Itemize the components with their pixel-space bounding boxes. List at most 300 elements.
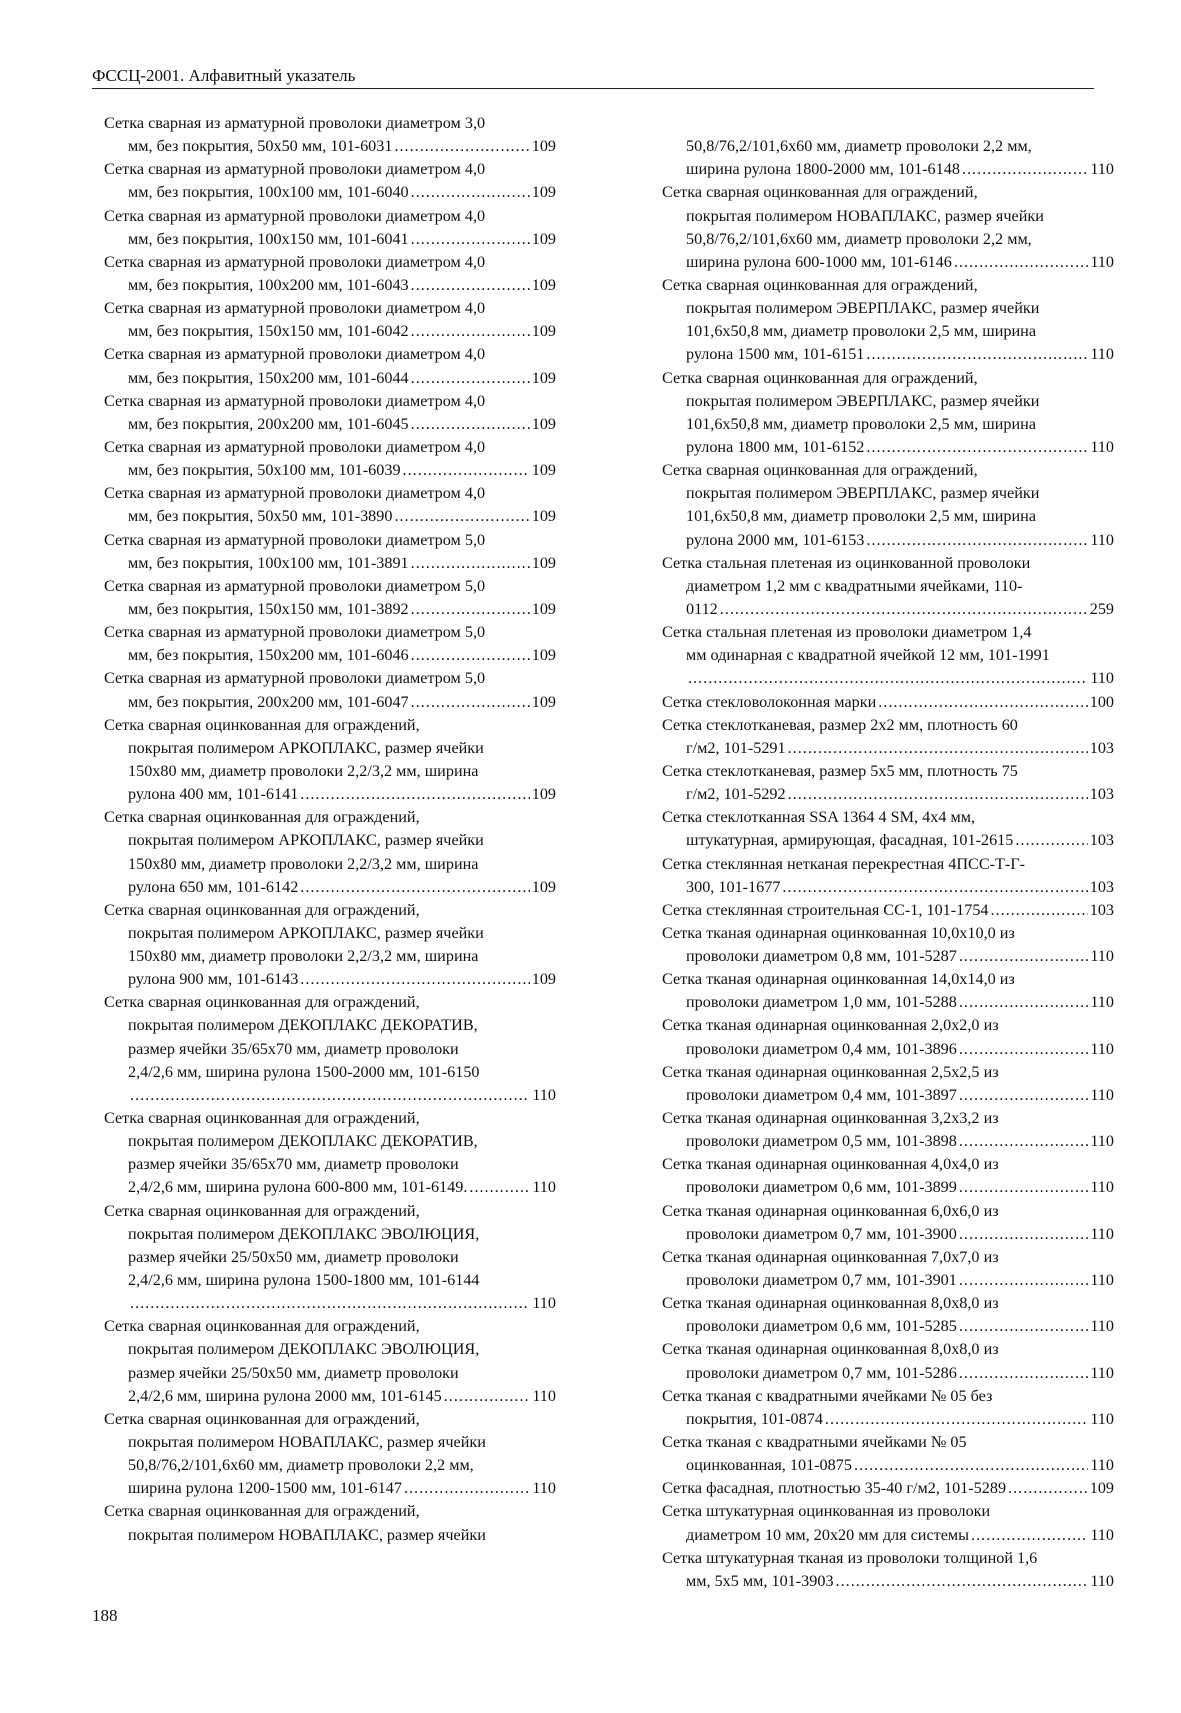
dot-leader	[688, 667, 1088, 690]
entry-text: мм, без покрытия, 200x200 мм, 101-6047	[128, 692, 409, 711]
dot-leader	[411, 320, 530, 343]
entry-page-number: 109	[531, 507, 556, 526]
entry-text: Сетка сварная оцинкованная для ограждений,	[662, 461, 978, 480]
dot-leader	[959, 991, 1088, 1014]
dot-leader	[411, 413, 530, 436]
index-entry	[662, 899, 1114, 922]
entry-page-number: 110	[532, 1386, 556, 1405]
entry-page-number: 109	[531, 414, 556, 433]
entry-line	[104, 1500, 556, 1523]
entry-line	[662, 737, 1114, 760]
entry-page-number: 110	[1090, 530, 1114, 549]
entry-line	[104, 1454, 556, 1477]
entry-line	[104, 413, 556, 436]
entry-page-number: 110	[1090, 1363, 1114, 1382]
entry-text: Сетка сварная оцинкованная для ограждений,	[104, 900, 420, 919]
entry-text: мм, без покрытия, 100x100 мм, 101-6040	[128, 183, 409, 202]
index-entry	[662, 691, 1114, 714]
index-entry	[662, 621, 1114, 690]
entry-line	[104, 482, 556, 505]
entry-line	[662, 991, 1114, 1014]
index-entry	[662, 1385, 1114, 1431]
entry-line	[662, 1153, 1114, 1176]
index-entry	[662, 552, 1114, 621]
entry-line	[662, 1408, 1114, 1431]
entry-text: Сетка тканая одинарная оцинкованная 2,5x2,5 из	[662, 1062, 999, 1081]
dot-leader	[959, 1315, 1088, 1338]
index-entry	[104, 991, 556, 1107]
entry-line	[662, 1246, 1114, 1269]
entry-text: мм, без покрытия, 100x200 мм, 101-6043	[128, 275, 409, 294]
entry-text: мм, без покрытия, 150x150 мм, 101-6042	[128, 322, 409, 341]
entry-text: Сетка сварная из арматурной проволоки диаметром 5,0	[104, 530, 486, 549]
entry-line	[662, 829, 1114, 852]
index-entry	[104, 297, 556, 343]
entry-line	[104, 1223, 556, 1246]
entry-text: проволоки диаметром 0,8 мм, 101-5287	[686, 947, 957, 966]
entry-text: 50,8/76,2/101,6x60 мм, диаметр проволоки 2,2 мм,	[686, 229, 1032, 248]
entry-line	[104, 505, 556, 528]
header-title: ФССЦ-2001. Алфавитный указатель	[92, 66, 356, 85]
entry-text: ширина рулона 1200-1500 мм, 101-6147	[128, 1479, 402, 1498]
index-entry	[662, 112, 1114, 181]
entry-page-number: 109	[531, 275, 556, 294]
index-entry	[662, 181, 1114, 274]
entry-line	[662, 1547, 1114, 1570]
entry-text: Сетка сварная оцинкованная для ограждений,	[104, 1502, 420, 1521]
entry-text: мм, без покрытия, 100x150 мм, 101-6041	[128, 229, 409, 248]
entry-text: Сетка сварная из арматурной проволоки диаметром 4,0	[104, 437, 486, 456]
entry-line	[104, 737, 556, 760]
entry-page-number: 110	[1090, 252, 1114, 271]
entry-text: Сетка стеклянная строительная СС-1, 101-1754	[662, 900, 989, 919]
index-entry	[662, 922, 1114, 968]
entry-line	[104, 829, 556, 852]
entry-page-number: 110	[1090, 669, 1114, 688]
entry-line	[662, 228, 1114, 251]
entry-line	[104, 1362, 556, 1385]
entry-text: Сетка сварная из арматурной проволоки диаметром 5,0	[104, 669, 486, 688]
entry-line	[662, 899, 1114, 922]
entry-text: оцинкованная, 101-0875	[686, 1456, 852, 1475]
index-entry	[662, 853, 1114, 899]
entry-page-number: 103	[1089, 738, 1114, 757]
entry-line	[104, 853, 556, 876]
entry-line	[104, 783, 556, 806]
entry-text: проволоки диаметром 0,5 мм, 101-3898	[686, 1132, 957, 1151]
entry-line	[104, 876, 556, 899]
entry-text: покрытая полимером ЭВЕРПЛАКС, размер ячейки	[686, 391, 1040, 410]
entry-text: покрытая полимером НОВАПЛАКС, размер ячейки	[128, 1525, 486, 1544]
entry-line	[662, 1362, 1114, 1385]
entry-line	[662, 1315, 1114, 1338]
entry-text: покрытая полимером ДЕКОПЛАКС ЭВОЛЮЦИЯ,	[128, 1224, 480, 1243]
entry-page-number: 109	[531, 692, 556, 711]
entry-line	[662, 552, 1114, 575]
entry-page-number: 110	[1090, 345, 1114, 364]
dot-leader	[300, 783, 529, 806]
entry-line	[662, 760, 1114, 783]
entry-text: проволоки диаметром 0,4 мм, 101-3896	[686, 1039, 957, 1058]
dot-leader	[854, 1454, 1088, 1477]
entry-line	[662, 1477, 1114, 1500]
dot-leader	[394, 135, 529, 158]
entry-text: Сетка сварная из арматурной проволоки диаметром 4,0	[104, 252, 486, 271]
entry-text: Сетка сварная оцинкованная для ограждений,	[104, 1109, 420, 1128]
entry-line	[104, 1315, 556, 1338]
entry-text: размер ячейки 25/50x50 мм, диаметр проволоки	[128, 1247, 459, 1266]
dot-leader	[959, 1269, 1088, 1292]
dot-leader	[1008, 1477, 1088, 1500]
index-entry	[104, 621, 556, 667]
entry-line	[104, 552, 556, 575]
entry-text: Сетка тканая одинарная оцинкованная 6,0x6,0 из	[662, 1201, 999, 1220]
index-column-right	[662, 112, 1114, 1593]
dot-leader	[404, 1477, 530, 1500]
entry-line	[662, 783, 1114, 806]
entry-line	[662, 644, 1114, 667]
entry-line	[104, 1176, 556, 1199]
index-entry	[662, 1107, 1114, 1153]
entry-text: Сетка стальная плетеная из проволоки диаметром 1,4	[662, 623, 1032, 642]
entry-text: покрытая полимером ДЕКОПЛАКС ЭВОЛЮЦИЯ,	[128, 1340, 480, 1359]
entry-text: Сетка тканая одинарная оцинкованная 14,0x14,0 из	[662, 970, 1015, 989]
entry-line	[662, 274, 1114, 297]
entry-line	[104, 806, 556, 829]
entry-line	[662, 135, 1114, 158]
entry-line	[662, 181, 1114, 204]
dot-leader	[959, 1176, 1088, 1199]
entry-text: проволоки диаметром 0,4 мм, 101-3897	[686, 1085, 957, 1104]
entry-text: рулона 650 мм, 101-6142	[128, 877, 299, 896]
entry-line	[104, 181, 556, 204]
entry-line	[662, 691, 1114, 714]
entry-text: 50,8/76,2/101,6x60 мм, диаметр проволоки 2,2 мм,	[128, 1456, 474, 1475]
entry-text: 2,4/2,6 мм, ширина рулона 1500-2000 мм, 101-6150	[128, 1062, 480, 1081]
entry-line	[104, 1385, 556, 1408]
entry-line	[104, 1408, 556, 1431]
index-entry	[662, 714, 1114, 760]
entry-line	[104, 1269, 556, 1292]
dot-leader	[788, 737, 1088, 760]
entry-page-number: 109	[531, 553, 556, 572]
entry-line	[662, 1292, 1114, 1315]
entry-line	[104, 1292, 556, 1315]
entry-text: Сетка сварная оцинкованная для ограждений,	[104, 808, 420, 827]
entry-text: мм, без покрытия, 200x200 мм, 101-6045	[128, 414, 409, 433]
index-entry	[662, 1061, 1114, 1107]
entry-line	[104, 760, 556, 783]
entry-page-number: 110	[1090, 1039, 1114, 1058]
entry-text: Сетка сварная из арматурной проволоки диаметром 4,0	[104, 391, 486, 410]
index-entry	[662, 1500, 1114, 1546]
dot-leader	[866, 436, 1088, 459]
dot-leader	[825, 1408, 1088, 1431]
entry-line	[662, 1338, 1114, 1361]
entry-line	[662, 714, 1114, 737]
entry-line	[662, 158, 1114, 181]
entry-text: Сетка сварная оцинкованная для ограждений,	[104, 1317, 420, 1336]
dot-leader	[469, 1176, 530, 1199]
entry-page-number: 259	[1089, 599, 1114, 618]
index-entry	[662, 1547, 1114, 1593]
entry-text: мм, без покрытия, 50x50 мм, 101-6031	[128, 137, 393, 156]
entry-page-number: 110	[532, 1178, 556, 1197]
entry-page-number: 109	[531, 461, 556, 480]
index-entry	[662, 1014, 1114, 1060]
entry-text: Сетка штукатурная тканая из проволоки толщиной 1,6	[662, 1548, 1038, 1567]
entry-text: диаметром 1,2 мм с квадратными ячейками, 110-	[686, 576, 1023, 595]
entry-text: Сетка стеклотканевая, размер 2x2 мм, плотность 60	[662, 715, 1018, 734]
entry-page-number: 109	[531, 970, 556, 989]
index-entry	[104, 251, 556, 297]
index-entry	[104, 1500, 556, 1546]
entry-line	[662, 112, 1114, 135]
dot-leader	[962, 158, 1088, 181]
entry-text: Сетка фасадная, плотностью 35-40 г/м2, 101-5289	[662, 1479, 1007, 1498]
entry-line	[104, 899, 556, 922]
entry-line	[662, 320, 1114, 343]
entry-text: 150x80 мм, диаметр проволоки 2,2/3,2 мм, ширина	[128, 854, 479, 873]
entry-text: диаметром 10 мм, 20x20 мм для системы	[686, 1525, 970, 1544]
entry-line	[662, 1223, 1114, 1246]
index-entry	[104, 343, 556, 389]
entry-line	[662, 575, 1114, 598]
dot-leader	[782, 876, 1087, 899]
entry-line	[662, 1130, 1114, 1153]
entry-line	[104, 1107, 556, 1130]
entry-text: размер ячейки 35/65x70 мм, диаметр проволоки	[128, 1039, 459, 1058]
entry-page-number: 110	[1090, 993, 1114, 1012]
index-entry	[104, 899, 556, 992]
index-entry	[104, 436, 556, 482]
entry-text: 2,4/2,6 мм, ширина рулона 1500-1800 мм, 101-6144	[128, 1271, 480, 1290]
index-entry	[104, 575, 556, 621]
entry-page-number: 110	[532, 1479, 556, 1498]
index-entry	[662, 1200, 1114, 1246]
entry-line	[662, 1176, 1114, 1199]
entry-text: Сетка сварная из арматурной проволоки диаметром 5,0	[104, 576, 486, 595]
entry-line	[662, 1454, 1114, 1477]
entry-line	[104, 621, 556, 644]
entry-page-number: 109	[531, 322, 556, 341]
entry-page-number: 110	[532, 1294, 556, 1313]
entry-line	[104, 320, 556, 343]
entry-line	[662, 482, 1114, 505]
index-entry	[662, 1246, 1114, 1292]
entry-text: проволоки диаметром 0,6 мм, 101-3899	[686, 1178, 957, 1197]
index-entry	[662, 1338, 1114, 1384]
entry-text: ширина рулона 1800-2000 мм, 101-6148	[686, 160, 960, 179]
entry-page-number: 109	[1089, 1479, 1114, 1498]
entry-text: Сетка стекловолоконная марки	[662, 692, 877, 711]
entry-line	[104, 251, 556, 274]
entry-line	[662, 922, 1114, 945]
entry-line	[662, 1084, 1114, 1107]
entry-line	[104, 1200, 556, 1223]
entry-line	[104, 1431, 556, 1454]
entry-text: ширина рулона 600-1000 мм, 101-6146	[686, 252, 952, 271]
entry-line	[104, 598, 556, 621]
entry-line	[662, 1269, 1114, 1292]
entry-text: проволоки диаметром 1,0 мм, 101-5288	[686, 993, 957, 1012]
dot-leader	[1015, 829, 1087, 852]
dot-leader	[959, 1130, 1088, 1153]
entry-page-number: 110	[1090, 947, 1114, 966]
entry-page-number: 110	[1090, 1409, 1114, 1428]
entry-page-number: 100	[1089, 692, 1114, 711]
entry-line	[104, 529, 556, 552]
dot-leader	[300, 876, 529, 899]
entry-line	[104, 922, 556, 945]
entry-line	[104, 644, 556, 667]
entry-line	[104, 667, 556, 690]
index-entry	[104, 1315, 556, 1408]
dot-leader	[403, 459, 530, 482]
entry-text: Сетка тканая одинарная оцинкованная 2,0x2,0 из	[662, 1016, 999, 1035]
entry-text: Сетка стеклотканная SSA 1364 4 SM, 4x4 мм,	[662, 808, 976, 827]
entry-line	[662, 1107, 1114, 1130]
index-entry	[662, 1153, 1114, 1199]
dot-leader	[444, 1385, 531, 1408]
entry-text: Сетка тканая одинарная оцинкованная 10,0x10,0 из	[662, 923, 1015, 942]
entry-text: штукатурная, армирующая, фасадная, 101-2615	[686, 831, 1014, 850]
entry-line	[662, 529, 1114, 552]
entry-page-number: 103	[1089, 831, 1114, 850]
entry-line	[662, 1385, 1114, 1408]
entry-text: Сетка тканая одинарная оцинкованная 8,0x8,0 из	[662, 1294, 999, 1313]
entry-page-number: 110	[1090, 1456, 1114, 1475]
entry-line	[104, 436, 556, 459]
dot-leader	[836, 1570, 1089, 1593]
entry-line	[662, 297, 1114, 320]
entry-text: мм, без покрытия, 50x100 мм, 101-6039	[128, 461, 401, 480]
entry-text: мм, без покрытия, 50x50 мм, 101-3890	[128, 507, 393, 526]
index-column-left	[104, 112, 556, 1547]
entry-line	[104, 274, 556, 297]
index-entry	[662, 459, 1114, 552]
entry-line	[104, 1130, 556, 1153]
entry-line	[662, 413, 1114, 436]
index-entry	[662, 1477, 1114, 1500]
entry-line	[662, 343, 1114, 366]
entry-text: Сетка сварная оцинкованная для ограждений,	[104, 1201, 420, 1220]
entry-line	[104, 1338, 556, 1361]
entry-text: рулона 1800 мм, 101-6152	[686, 437, 865, 456]
entry-text: покрытая полимером ДЕКОПЛАКС ДЕКОРАТИВ,	[128, 1016, 478, 1035]
entry-line	[662, 1500, 1114, 1523]
entry-line	[662, 667, 1114, 690]
dot-leader	[788, 783, 1088, 806]
index-entry	[104, 390, 556, 436]
entry-text: 101,6x50,8 мм, диаметр проволоки 2,5 мм, ширина	[686, 414, 1036, 433]
entry-line	[104, 575, 556, 598]
entry-page-number: 110	[1090, 1571, 1114, 1590]
entry-line	[662, 876, 1114, 899]
entry-text: Сетка стеклотканевая, размер 5x5 мм, плотность 75	[662, 761, 1018, 780]
entry-text: Сетка штукатурная оцинкованная из проволоки	[662, 1502, 991, 1521]
entry-text: Сетка сварная оцинкованная для ограждений,	[104, 715, 420, 734]
entry-line	[662, 1431, 1114, 1454]
entry-text: размер ячейки 25/50x50 мм, диаметр проволоки	[128, 1363, 459, 1382]
entry-text: мм, без покрытия, 150x200 мм, 101-6044	[128, 368, 409, 387]
index-entry	[104, 205, 556, 251]
entry-line	[104, 991, 556, 1014]
entry-text: Сетка тканая одинарная оцинкованная 8,0x8,0 из	[662, 1340, 999, 1359]
entry-line	[104, 1153, 556, 1176]
entry-page-number: 110	[1090, 1271, 1114, 1290]
dot-leader	[878, 691, 1087, 714]
entry-text: покрытая полимером АРКОПЛАКС, размер ячейки	[128, 831, 484, 850]
entry-text: 150x80 мм, диаметр проволоки 2,2/3,2 мм, ширина	[128, 761, 479, 780]
entry-text: Сетка сварная из арматурной проволоки диаметром 4,0	[104, 484, 486, 503]
entry-text: Сетка сварная из арматурной проволоки диаметром 4,0	[104, 299, 486, 318]
entry-text: Сетка тканая одинарная оцинкованная 7,0x7,0 из	[662, 1247, 999, 1266]
entry-line	[104, 158, 556, 181]
entry-line	[662, 1014, 1114, 1037]
entry-line	[104, 135, 556, 158]
entry-line	[104, 297, 556, 320]
index-entry	[662, 274, 1114, 367]
entry-text: 300, 101-1677	[686, 877, 781, 896]
index-entry	[104, 667, 556, 713]
entry-text: покрытая полимером НОВАПЛАКС, размер ячейки	[686, 206, 1044, 225]
entry-text: Сетка тканая с квадратными ячейками № 05 без	[662, 1386, 993, 1405]
dot-leader	[130, 1084, 530, 1107]
entry-line	[104, 228, 556, 251]
dot-leader	[959, 1362, 1088, 1385]
entry-line	[662, 390, 1114, 413]
entry-line	[662, 806, 1114, 829]
entry-text: размер ячейки 35/65x70 мм, диаметр проволоки	[128, 1155, 459, 1174]
entry-text: 101,6x50,8 мм, диаметр проволоки 2,5 мм, ширина	[686, 322, 1036, 341]
entry-page-number: 103	[1089, 900, 1114, 919]
entry-page-number: 109	[531, 137, 556, 156]
index-entry	[662, 367, 1114, 460]
entry-text: Сетка стальная плетеная из оцинкованной проволоки	[662, 553, 1031, 572]
dot-leader	[959, 1223, 1088, 1246]
entry-page-number: 109	[531, 368, 556, 387]
index-entry	[104, 482, 556, 528]
entry-line	[662, 945, 1114, 968]
entry-line	[104, 390, 556, 413]
entry-text: покрытая полимером АРКОПЛАКС, размер ячейки	[128, 923, 484, 942]
entry-line	[104, 1246, 556, 1269]
dot-leader	[959, 1084, 1088, 1107]
entry-text: Сетка сварная оцинкованная для ограждений,	[104, 1409, 420, 1428]
index-entry	[104, 112, 556, 158]
entry-text: Сетка тканая одинарная оцинкованная 3,2x3,2 из	[662, 1109, 999, 1128]
entry-text: Сетка тканая с квадратными ячейками № 05	[662, 1433, 967, 1452]
entry-page-number: 110	[1090, 1525, 1114, 1544]
entry-text: Сетка сварная оцинкованная для ограждений,	[104, 993, 420, 1012]
entry-page-number: 110	[1090, 1317, 1114, 1336]
entry-line	[104, 112, 556, 135]
entry-line	[662, 505, 1114, 528]
entry-page-number: 103	[1089, 785, 1114, 804]
entry-line	[104, 1061, 556, 1084]
entry-text: проволоки диаметром 0,6 мм, 101-5285	[686, 1317, 957, 1336]
dot-leader	[720, 598, 1088, 621]
dot-leader	[411, 598, 530, 621]
entry-text: покрытая полимером АРКОПЛАКС, размер ячейки	[128, 738, 484, 757]
entry-page-number: 109	[531, 229, 556, 248]
entry-text: проволоки диаметром 0,7 мм, 101-3901	[686, 1271, 957, 1290]
entry-page-number: 109	[531, 646, 556, 665]
entry-text: рулона 2000 мм, 101-6153	[686, 530, 865, 549]
index-entry	[662, 806, 1114, 852]
index-entry	[662, 1431, 1114, 1477]
